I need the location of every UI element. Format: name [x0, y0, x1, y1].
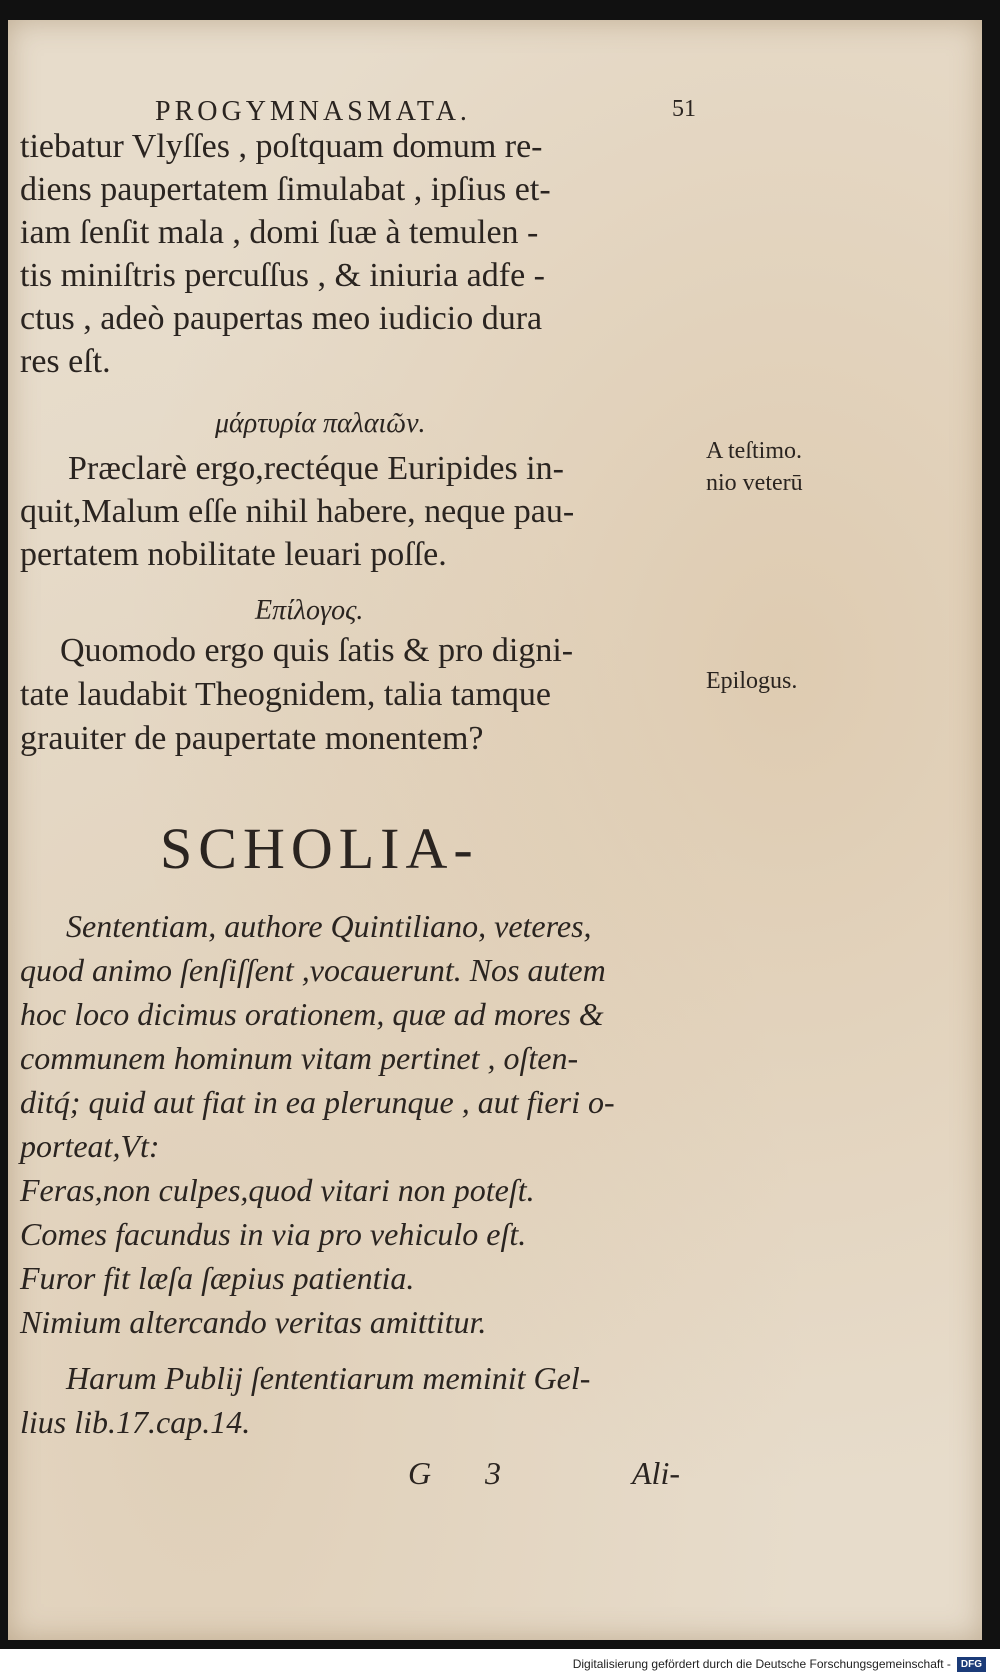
testimony-line: Præclarè ergo,rectéque Euripides in- [68, 450, 564, 487]
body-line: ctus , adeò paupertas meo iudicio dura [20, 300, 543, 337]
scholia-line: Sententiam, authore Quintiliano, veteres, [66, 908, 592, 944]
digitization-footer [0, 1649, 1000, 1679]
body-line: res eſt. [20, 343, 111, 380]
section-title: SCHOLIA- [160, 816, 479, 881]
epilogue-line: tate laudabit Theognidem, talia tamque [20, 676, 551, 713]
scholia-line: quod animo ſenſiſſent ,vocauerunt. Nos autem [20, 952, 606, 988]
scholia-line: communem hominum vitam pertinet , oſten- [20, 1040, 579, 1076]
scholia-line: Nimium altercando veritas amittitur. [20, 1304, 487, 1340]
body-line: tiebatur Vlyſſes , poſtquam domum re- [20, 128, 543, 165]
signature-mark: G [408, 1455, 432, 1491]
scholia-line: Feras,non culpes,quod vitari non poteſt. [20, 1172, 535, 1208]
body-line: tis miniſtris percuſſus , & iniuria adfe - [20, 257, 546, 294]
scholia-line: lius lib.17.cap.14. [20, 1404, 251, 1440]
signature-number: 3 [485, 1455, 501, 1491]
scholia-line: porteat,Vt: [20, 1128, 160, 1164]
margin-note-epilogue: Epilogus. [706, 668, 798, 694]
dfg-logo: DFG [957, 1657, 986, 1672]
scholia-line: hoc loco dicimus orationem, quæ ad mores & [20, 996, 604, 1032]
scholia-line: Harum Publij ſententiarum meminit Gel- [66, 1360, 591, 1396]
margin-note-testimony: A teſtimo. [706, 438, 802, 464]
epilogue-line: Quomodo ergo quis ſatis & pro digni- [60, 632, 574, 669]
greek-heading-epilogue: Επίλογος. [255, 595, 364, 626]
testimony-line: quit,Malum eſſe nihil habere, neque pau- [20, 493, 575, 530]
scholia-line: Furor fit læſa ſæpius patientia. [20, 1260, 415, 1296]
scholia-line: Comes facundus in via pro vehiculo eſt. [20, 1216, 527, 1252]
epilogue-line: grauiter de paupertate monentem? [20, 720, 484, 757]
testimony-line: pertatem nobilitate leuari poſſe. [20, 536, 447, 573]
body-line: diens paupertatem ſimulabat , ipſius et- [20, 171, 551, 208]
catchword: Ali- [632, 1455, 680, 1491]
page-number: 51 [672, 96, 696, 122]
scholia-line: ditq́; quid aut fiat in ea plerunque , aut fieri o- [20, 1084, 615, 1120]
footer-text: Digitalisierung gefördert durch die Deutsche Forschungsgemeinschaft - [572, 1657, 951, 1671]
body-line: iam ſenſit mala , domi ſuæ à temulen - [20, 214, 539, 251]
running-header: PROGYMNASMATA. [155, 96, 471, 127]
margin-note-testimony: nio veterū [706, 470, 803, 496]
greek-heading-testimony: μάρτυρία παλαιῶν. [215, 408, 426, 439]
